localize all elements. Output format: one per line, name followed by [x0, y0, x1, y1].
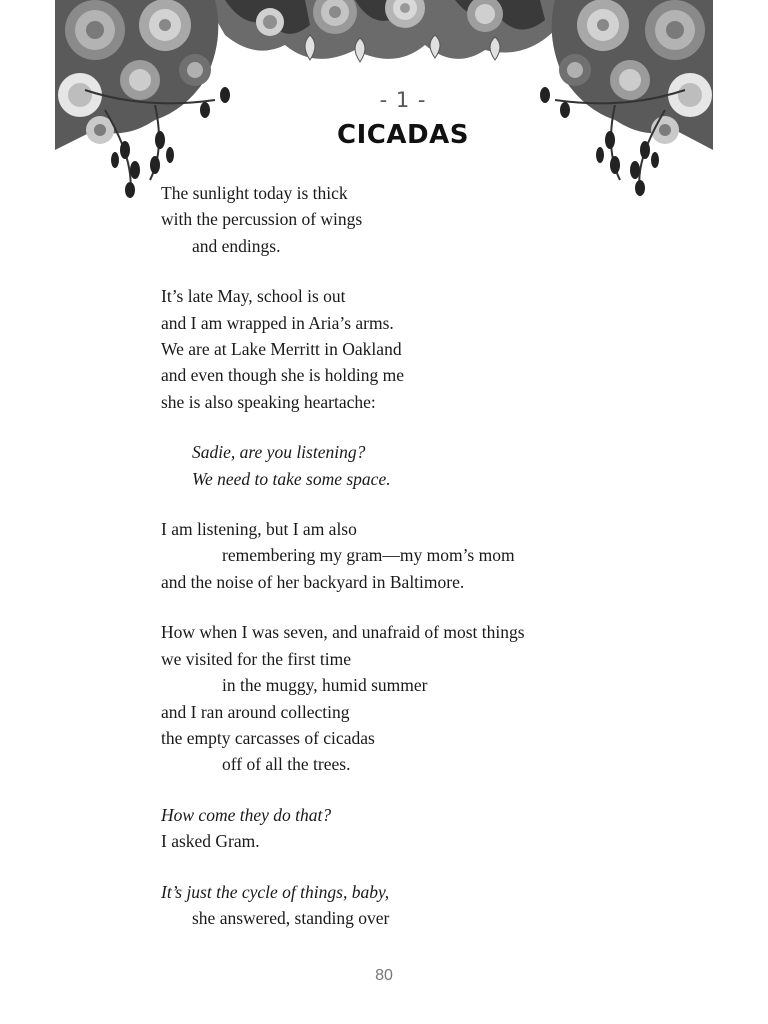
- poem-line: she answered, standing over: [192, 907, 390, 928]
- poem-line: The sunlight today is thick: [161, 183, 348, 203]
- poem-line: with the percussion of wings: [161, 209, 363, 230]
- poem-line: and the noise of her backyard in Baltimore.: [161, 571, 465, 592]
- poem-body: [161, 180, 601, 931]
- poem-line: I am listening, but I am also: [161, 519, 357, 540]
- poem-line-italic: How come they do that?: [161, 804, 332, 825]
- poem-line: in the muggy, humid summer: [222, 675, 428, 696]
- poem-line: off of all the trees.: [222, 754, 351, 775]
- poem-line-italic: We need to take some space.: [192, 468, 391, 489]
- poem-line: the empty carcasses of cicadas: [161, 727, 375, 748]
- poem-line: and I ran around collecting: [161, 701, 350, 722]
- stanza-break: [161, 415, 601, 439]
- poem-line: and I am wrapped in Aria’s arms.: [161, 312, 394, 333]
- stanza-break: [161, 492, 601, 516]
- stanza-break: [161, 778, 601, 802]
- chapter-number: - 1 -: [379, 88, 427, 112]
- poem-line: remembering my gram—my mom’s mom: [222, 545, 515, 566]
- stanza-break: [161, 595, 601, 619]
- poem-line: and endings.: [192, 235, 281, 256]
- poem-line-italic: It’s just the cycle of things, baby,: [161, 881, 390, 902]
- chapter-title: CICADAS: [337, 120, 469, 150]
- poem-line: It’s late May, school is out: [161, 286, 346, 307]
- poem-line: and even though she is holding me: [161, 365, 405, 386]
- poem-line: she is also speaking heartache:: [161, 391, 376, 412]
- poem-line-italic: Sadie, are you listening?: [192, 442, 366, 463]
- stanza-break: [161, 855, 601, 879]
- stanza-break: [161, 259, 601, 283]
- poem-line: We are at Lake Merritt in Oakland: [161, 339, 402, 360]
- poem-line: How when I was seven, and unafraid of most things: [161, 622, 525, 643]
- poem-line: I asked Gram.: [161, 831, 260, 852]
- poem-line: we visited for the first time: [161, 648, 352, 669]
- page-number: 80: [375, 967, 393, 984]
